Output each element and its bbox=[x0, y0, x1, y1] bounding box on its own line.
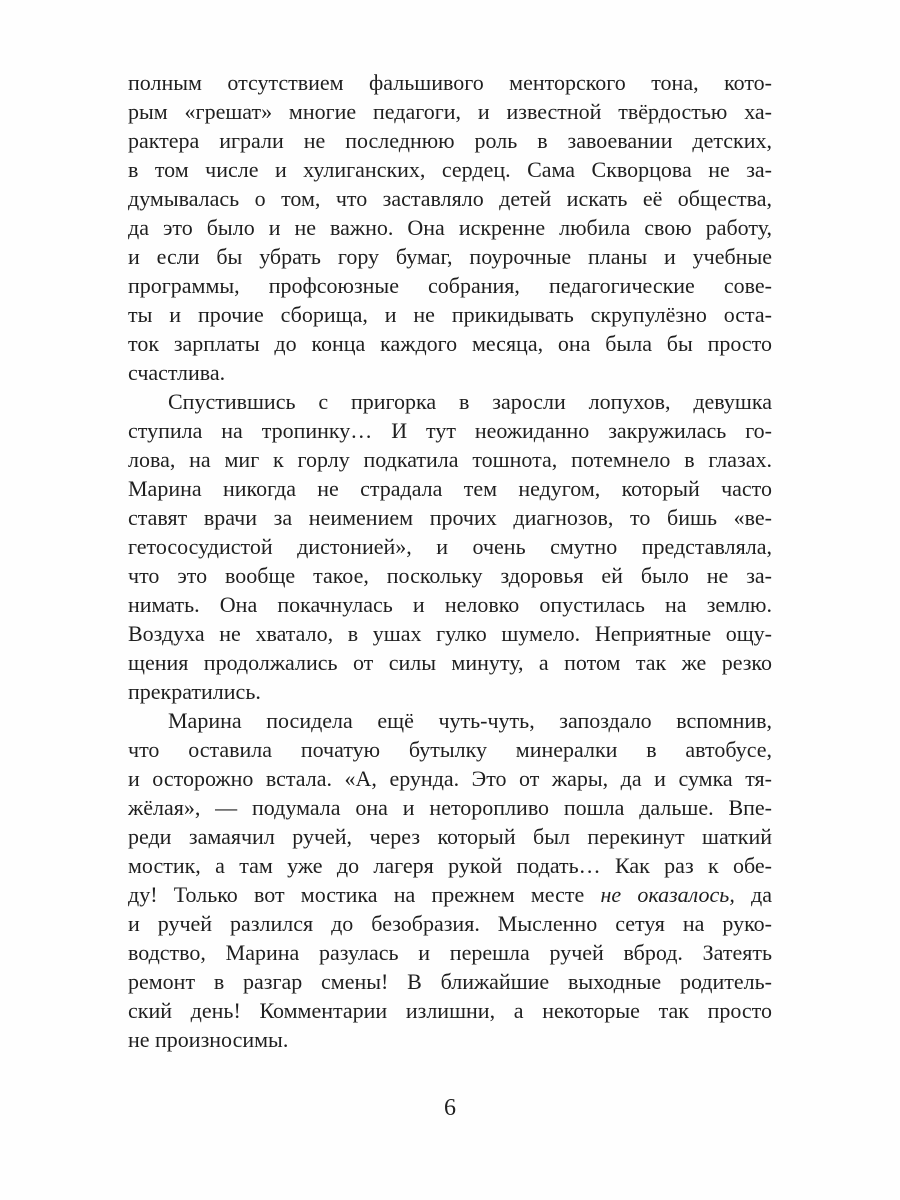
text-line bbox=[128, 909, 772, 938]
text-segment: водство, Марина разулась и перешла ручей вброд. Затеять bbox=[128, 940, 772, 965]
text-line bbox=[128, 880, 772, 909]
text-line bbox=[128, 242, 772, 271]
text-line bbox=[128, 387, 772, 416]
text-segment: счастлива. bbox=[128, 360, 226, 385]
text-segment: Спустившись с пригорка в заросли лопухов, девушка bbox=[168, 389, 772, 414]
italic-text-segment: не оказалось, bbox=[600, 882, 735, 907]
text-segment: рактера играли не последнюю роль в завоевании детских, bbox=[128, 128, 772, 153]
text-segment: жёлая», — подумала она и неторопливо пошла дальше. Впе- bbox=[128, 795, 772, 820]
text-segment: рым «грешат» многие педагоги, и известной твёрдостью ха- bbox=[128, 99, 772, 124]
text-line bbox=[128, 329, 772, 358]
text-line bbox=[128, 561, 772, 590]
text-segment: нимать. Она покачнулась и неловко опустилась на землю. bbox=[128, 592, 772, 617]
text-segment: Марина никогда не страдала тем недугом, который часто bbox=[128, 476, 772, 501]
text-line bbox=[128, 97, 772, 126]
text-line bbox=[128, 445, 772, 474]
text-line bbox=[128, 126, 772, 155]
text-line bbox=[128, 184, 772, 213]
text-segment: реди замаячил ручей, через который был перекинут шаткий bbox=[128, 824, 772, 849]
text-line bbox=[128, 735, 772, 764]
text-segment: и ручей разлился до безобразия. Мысленно сетуя на руко- bbox=[128, 911, 772, 936]
text-segment: прекратились. bbox=[128, 679, 261, 704]
text-line bbox=[128, 532, 772, 561]
text-segment: не произносимы. bbox=[128, 1027, 289, 1052]
text-line bbox=[128, 474, 772, 503]
text-segment: ду! Только вот мостика на прежнем месте bbox=[128, 882, 601, 907]
text-segment: в том числе и хулиганских, сердец. Сама Скворцова не за- bbox=[128, 157, 772, 182]
text-segment: что это вообще такое, поскольку здоровья ей было не за- bbox=[128, 563, 772, 588]
text-segment: мостик, а там уже до лагеря рукой подать… Как раз к обе- bbox=[128, 853, 772, 878]
text-segment: и если бы убрать гору бумаг, поурочные планы и учебные bbox=[128, 244, 772, 269]
text-segment: ток зарплаты до конца каждого месяца, она была бы просто bbox=[128, 331, 772, 356]
text-segment: ставят врачи за неимением прочих диагнозов, то бишь «ве- bbox=[128, 505, 772, 530]
text-segment: думывалась о том, что заставляло детей искать её общества, bbox=[128, 186, 772, 211]
text-segment: Марина посидела ещё чуть-чуть, запоздало вспомнив, bbox=[168, 708, 772, 733]
text-line bbox=[128, 677, 772, 706]
text-segment: да bbox=[734, 882, 772, 907]
text-line bbox=[128, 358, 772, 387]
text-line bbox=[128, 793, 772, 822]
text-line bbox=[128, 503, 772, 532]
text-line bbox=[128, 271, 772, 300]
text-segment: что оставила початую бутылку минералки в автобусе, bbox=[128, 737, 772, 762]
text-segment: да это было и не важно. Она искренне любила свою работу, bbox=[128, 215, 772, 240]
text-segment: полным отсутствием фальшивого менторского тона, кото- bbox=[128, 70, 772, 95]
text-segment: программы, профсоюзные собрания, педагогические сове- bbox=[128, 273, 772, 298]
text-line bbox=[128, 967, 772, 996]
text-line bbox=[128, 764, 772, 793]
text-line bbox=[128, 155, 772, 184]
page-number: 6 bbox=[444, 1095, 456, 1121]
text-line bbox=[128, 851, 772, 880]
text-segment: ский день! Комментарии излишни, а некоторые так просто bbox=[128, 998, 772, 1023]
text-line bbox=[128, 619, 772, 648]
text-line bbox=[128, 938, 772, 967]
text-segment: ремонт в разгар смены! В ближайшие выходные родитель- bbox=[128, 969, 772, 994]
text-line bbox=[128, 68, 772, 97]
text-segment: гетососудистой дистонией», и очень смутно представляла, bbox=[128, 534, 772, 559]
text-line bbox=[128, 706, 772, 735]
text-line bbox=[128, 822, 772, 851]
text-line bbox=[128, 1025, 772, 1054]
text-segment: ты и прочие сборища, и не прикидывать скрупулёзно оста- bbox=[128, 302, 772, 327]
text-line bbox=[128, 648, 772, 677]
text-line bbox=[128, 996, 772, 1025]
text-segment: ступила на тропинку… И тут неожиданно закружилась го- bbox=[128, 418, 772, 443]
text-segment: лова, на миг к горлу подкатила тошнота, потемнело в глазах. bbox=[128, 447, 772, 472]
page-text bbox=[128, 68, 772, 1054]
text-line bbox=[128, 300, 772, 329]
text-line bbox=[128, 416, 772, 445]
text-line bbox=[128, 590, 772, 619]
text-line bbox=[128, 213, 772, 242]
text-segment: Воздуха не хватало, в ушах гулко шумело. Неприятные ощу- bbox=[128, 621, 772, 646]
text-segment: и осторожно встала. «А, ерунда. Это от жары, да и сумка тя- bbox=[128, 766, 772, 791]
text-segment: щения продолжались от силы минуту, а потом так же резко bbox=[128, 650, 772, 675]
